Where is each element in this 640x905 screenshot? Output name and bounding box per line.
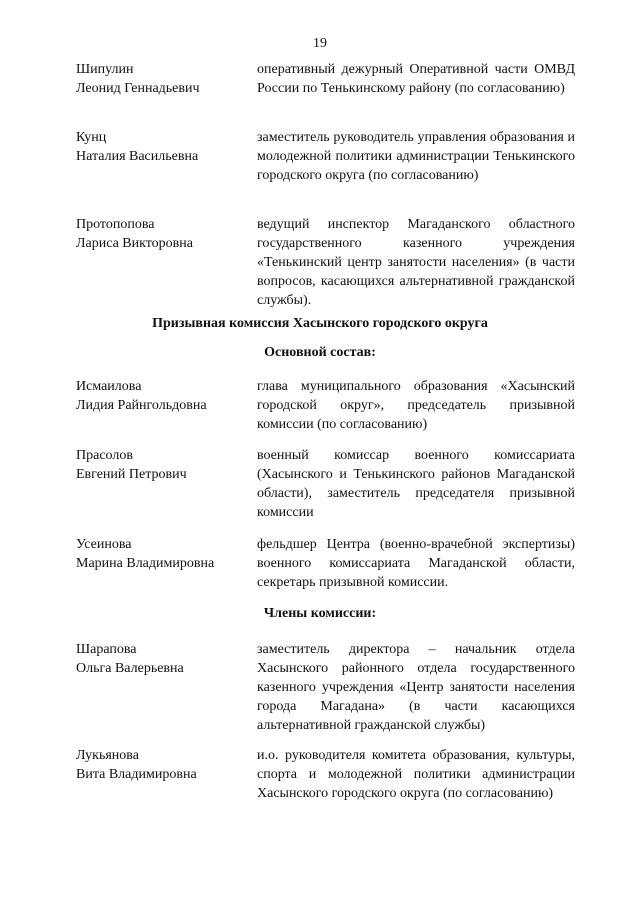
first-names: Лариса Викторовна xyxy=(76,236,193,251)
last-name: Шарапова xyxy=(76,642,137,657)
first-names: Вита Владимировна xyxy=(76,767,197,782)
position-description: ведущий инспектор Магаданского областного государственного казенного учреждения «Тенькинский центр занятости населения» (в части вопросов, касающихся альтернативной гражданской службы). xyxy=(257,217,575,308)
position-description: оперативный дежурный Оперативной части ОМВД России по Тенькинскому району (по согласованию) xyxy=(257,62,575,96)
last-name: Усеинова xyxy=(76,537,132,552)
last-name: Прасолов xyxy=(76,448,133,463)
first-names: Марина Владимировна xyxy=(76,556,215,571)
position-description: военный комиссар военного комиссариата (Хасынского и Тенькинского районов Магаданской области), заместитель председателя призывной комиссии xyxy=(257,448,575,520)
position-description: заместитель директора – начальник отдела Хасынского районного отдела государственного казенного учреждения «Центр занятости населения города Магадана» (в части касающихся альтернативной гражданской службы) xyxy=(257,642,575,733)
person-name xyxy=(76,128,246,166)
person-name xyxy=(76,746,246,784)
last-name: Протопопова xyxy=(76,217,155,232)
commission-title: Призывная комиссия Хасынского городского округа xyxy=(152,316,488,331)
person-name xyxy=(76,640,246,678)
position-description: заместитель руководитель управления образования и молодежной политики администрации Тенькинского городского округа (по согласованию) xyxy=(257,130,575,183)
first-names: Евгений Петрович xyxy=(76,467,187,482)
position-description: глава муниципального образования «Хасынский городской округ», председатель призывной комиссии (по согласованию) xyxy=(257,379,575,432)
position-description: фельдшер Центра (военно-врачебной экспертизы) военного комиссариата Магаданской области, секретарь призывной комиссии. xyxy=(257,537,575,590)
first-names: Лидия Райнгольдовна xyxy=(76,398,207,413)
main-composition-title: Основной состав: xyxy=(264,345,376,360)
first-names: Наталия Васильевна xyxy=(76,149,199,164)
first-names: Ольга Валерьевна xyxy=(76,661,184,676)
members-title: Члены комиссии: xyxy=(263,606,377,621)
position-description: и.о. руководителя комитета образования, культуры, спорта и молодежной политики администрации Хасынского городского округа (по согласованию) xyxy=(257,748,575,801)
person-name xyxy=(76,535,246,573)
first-names: Леонид Геннадьевич xyxy=(76,81,200,96)
person-name xyxy=(76,446,246,484)
last-name: Лукьянова xyxy=(76,748,139,763)
page-number: 19 xyxy=(313,36,327,51)
last-name: Кунц xyxy=(76,130,107,145)
person-name xyxy=(76,60,246,98)
last-name: Шипулин xyxy=(76,62,134,77)
last-name: Исмаилова xyxy=(76,379,142,394)
person-name xyxy=(76,215,246,253)
person-name xyxy=(76,377,246,415)
